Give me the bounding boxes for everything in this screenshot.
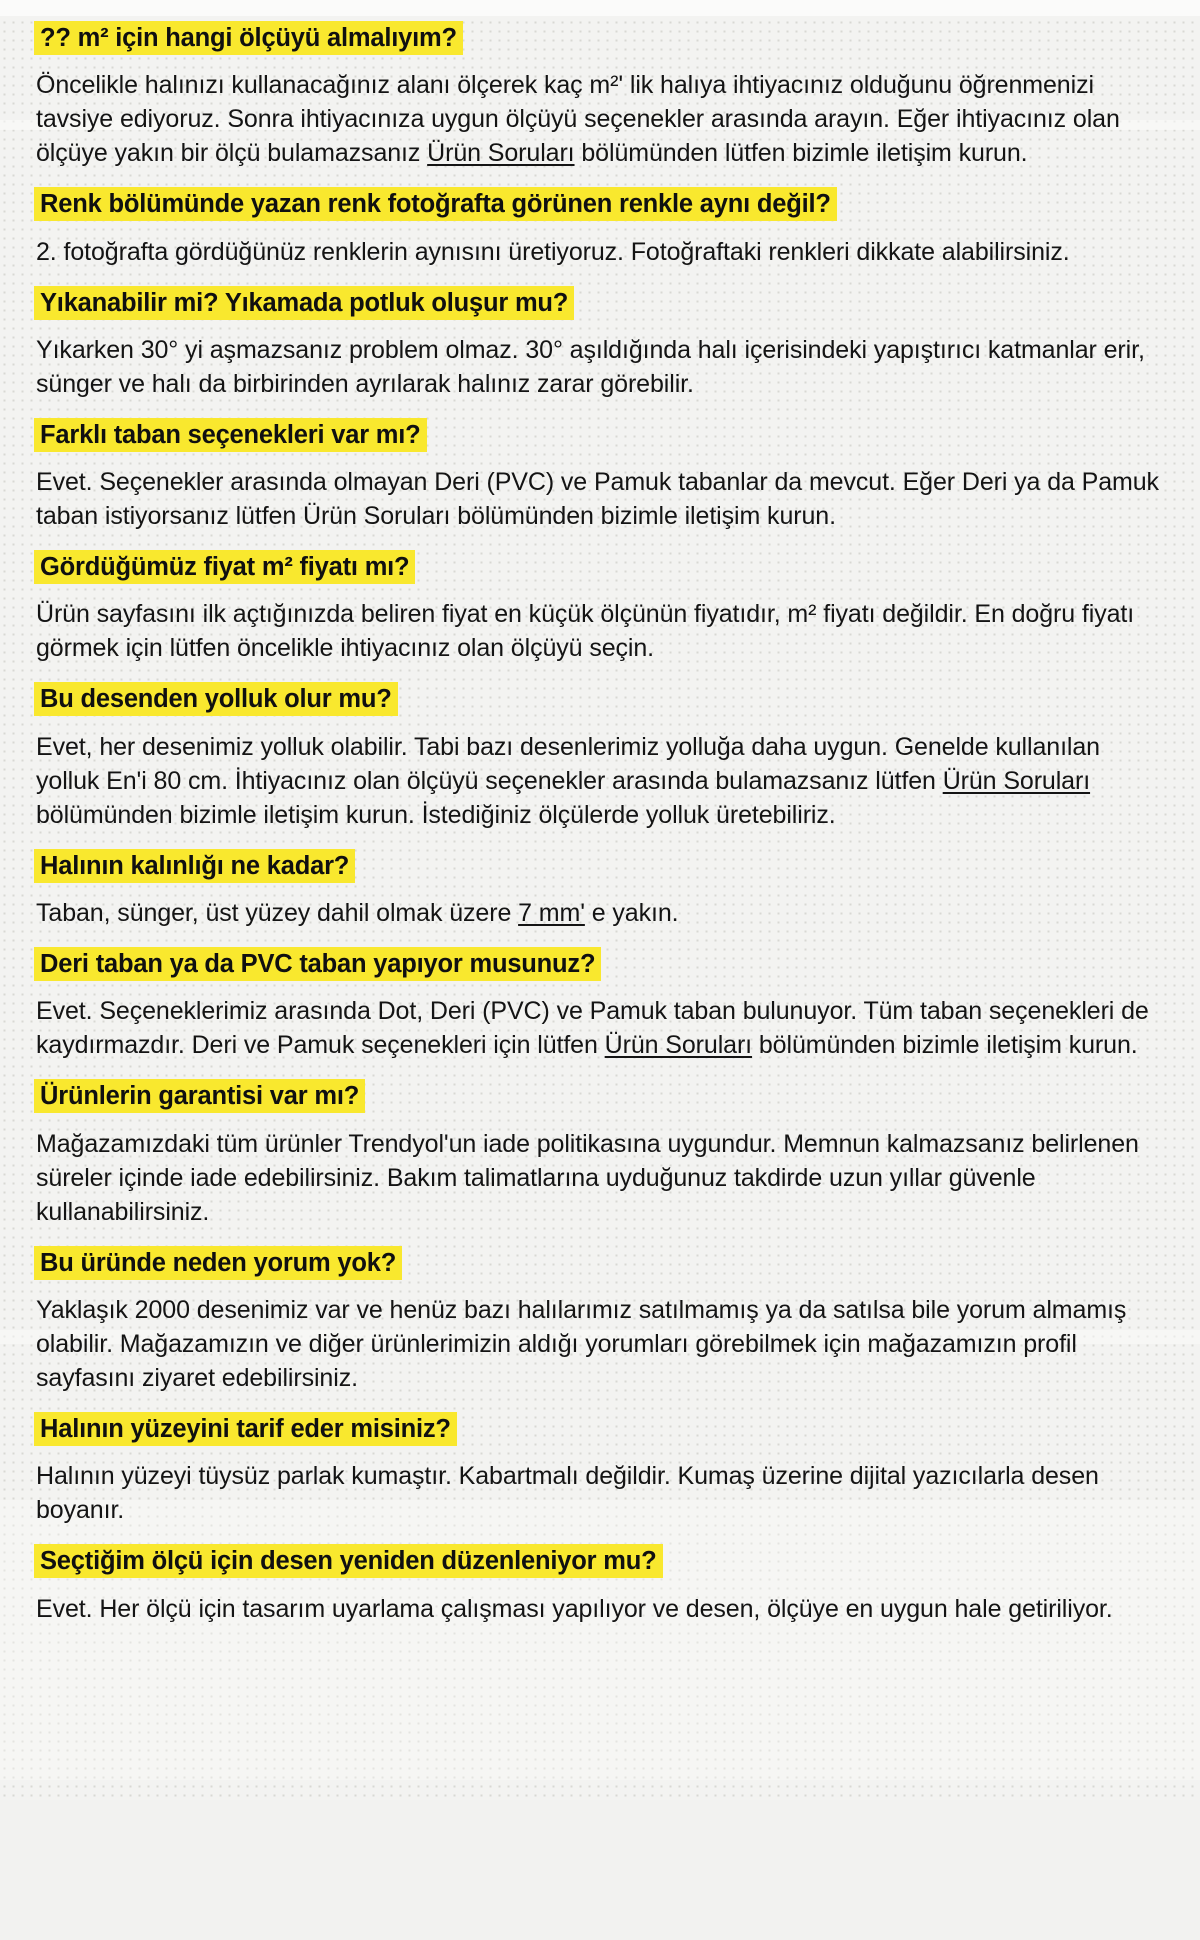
faq-answer: [34, 465, 1166, 533]
faq-question[interactable]: Gördüğümüz fiyat m² fiyatı mı?: [34, 550, 415, 584]
faq-answer-link[interactable]: Ürün Soruları: [427, 139, 575, 168]
faq-answer-text: Halının yüzeyi tüysüz parlak kumaştır. Kabartmalı değildir. Kumaş üzerine dijital yazıcılarla desen boyanır.: [36, 1462, 1099, 1525]
faq-question[interactable]: Farklı taban seçenekleri var mı?: [34, 418, 427, 452]
faq-item: [34, 283, 1166, 401]
faq-question[interactable]: Bu üründe neden yorum yok?: [34, 1246, 402, 1280]
faq-answer: [34, 1459, 1166, 1527]
faq-answer-text: e yakın.: [584, 899, 679, 928]
faq-question-row[interactable]: [34, 846, 1166, 887]
faq-question-row[interactable]: [34, 415, 1166, 456]
faq-answer: [34, 896, 1166, 930]
faq-answer-text: bölümünden bizimle iletişim kurun. İstediğiniz ölçülerde yolluk üretebiliriz.: [36, 800, 836, 829]
faq-question[interactable]: Yıkanabilir mi? Yıkamada potluk oluşur mu?: [34, 286, 574, 320]
faq-answer: [34, 333, 1166, 401]
faq-question-row[interactable]: [34, 547, 1166, 588]
faq-answer: [34, 597, 1166, 665]
faq-answer-text: Evet. Seçenekler arasında olmayan Deri (PVC) ve Pamuk tabanlar da mevcut. Eğer Deri ya da Pamuk taban istiyorsanız lütfen Ürün Soruları bölümünden bizimle iletişim kurun.: [36, 468, 1159, 531]
faq-answer-text: bölümünden lütfen bizimle iletişim kurun.: [574, 139, 1028, 168]
faq-question[interactable]: Bu desenden yolluk olur mu?: [34, 682, 398, 716]
faq-item: [34, 679, 1166, 831]
faq-question[interactable]: ?? m² için hangi ölçüyü almalıyım?: [34, 21, 463, 55]
faq-answer-link[interactable]: Ürün Soruları: [942, 766, 1091, 795]
faq-item: [34, 18, 1166, 170]
faq-answer-text: Evet. Seçeneklerimiz arasında Dot, Deri (PVC) ve Pamuk taban bulunuyor. Tüm taban seçenekleri de kaydırmazdır. Deri ve Pamuk seçenekleri için lütfen: [36, 997, 1149, 1060]
faq-question-row[interactable]: [34, 944, 1166, 985]
faq-question[interactable]: Deri taban ya da PVC taban yapıyor musunuz?: [34, 947, 601, 981]
faq-item: [34, 1243, 1166, 1395]
faq-question-row[interactable]: [34, 1076, 1166, 1117]
faq-answer-text: Öncelikle halınızı kullanacağınız alanı ölçerek kaç m²' lik halıya ihtiyacınız olduğunu öğrenmenizi tavsiye ediyoruz. Sonra ihtiyacınıza uygun ölçüyü seçenekler arasında arayın. Eğer ihtiyacınız olan ölçüye yakın bir ölçü bulamazsanız: [36, 71, 1120, 168]
faq-answer-text: Evet, her desenimiz yolluk olabilir. Tabi bazı desenlerimiz yolluğa daha uygun. Genelde kullanılan yolluk En'i 80 cm. İhtiyacınız olan ölçüyü seçenekler arasında bulamazsanız lütfen: [36, 732, 1100, 795]
faq-answer-text: Yıkarken 30° yi aşmazsanız problem olmaz. 30° aşıldığında halı içerisindeki yapıştırıcı katmanlar erir, sünger ve halı da birbirinden ayrılarak halınız zarar görebilir.: [36, 335, 1145, 398]
faq-answer-text: Yaklaşık 2000 desenimiz var ve henüz bazı halılarımız satılmamış ya da satılsa bile yorum almamış olabilir. Mağazamızın ve diğer ürünlerimizin aldığı yorumları görebilmek için mağazamızın profil sayfasını ziyaret edebilirsiniz.: [36, 1295, 1127, 1392]
faq-question-row[interactable]: [34, 1409, 1166, 1450]
faq-answer-link[interactable]: 7 mm': [518, 899, 585, 928]
faq-item: [34, 547, 1166, 665]
faq-question-row[interactable]: [34, 283, 1166, 324]
faq-question-row[interactable]: [34, 1243, 1166, 1284]
faq-question-row[interactable]: [34, 679, 1166, 720]
faq-answer-text: Mağazamızdaki tüm ürünler Trendyol'un iade politikasına uygundur. Memnun kalmazsanız belirlenen süreler içinde iade edebilirsiniz. Bakım talimatlarına uyduğunuz takdirde uzun yıllar güvenle kullanabilirsiniz.: [36, 1129, 1139, 1226]
faq-item: [34, 184, 1166, 268]
faq-item: [34, 846, 1166, 930]
faq-answer-text: Ürün sayfasını ilk açtığınızda beliren fiyat en küçük ölçünün fiyatıdır, m² fiyatı değildir. En doğru fiyatı görmek için lütfen öncelikle ihtiyacınız olan ölçüyü seçin.: [36, 600, 1135, 663]
faq-question[interactable]: Seçtiğim ölçü için desen yeniden düzenleniyor mu?: [34, 1544, 663, 1578]
faq-answer: [34, 68, 1166, 170]
faq-answer: [34, 235, 1166, 269]
faq-answer-text: 2. fotoğrafta gördüğünüz renklerin aynısını üretiyoruz. Fotoğraftaki renkleri dikkate alabilirsiniz.: [36, 237, 1070, 266]
faq-question-row[interactable]: [34, 184, 1166, 225]
faq-item: [34, 1409, 1166, 1527]
faq-answer: [34, 730, 1166, 832]
faq-answer-text: Evet. Her ölçü için tasarım uyarlama çalışması yapılıyor ve desen, ölçüye en uygun hale getiriliyor.: [36, 1594, 1113, 1623]
faq-item: [34, 415, 1166, 533]
faq-answer-link[interactable]: Ürün Soruları: [604, 1031, 753, 1060]
faq-question-row[interactable]: [34, 18, 1166, 59]
faq-answer: [34, 1592, 1166, 1626]
faq-question[interactable]: Renk bölümünde yazan renk fotoğrafta görünen renkle aynı değil?: [34, 187, 837, 221]
faq-answer: [34, 1127, 1166, 1229]
faq-list: [34, 18, 1166, 1626]
faq-answer: [34, 994, 1166, 1062]
faq-question[interactable]: Halının kalınlığı ne kadar?: [34, 849, 355, 883]
faq-answer: [34, 1293, 1166, 1395]
faq-answer-text: bölümünden bizimle iletişim kurun.: [752, 1031, 1138, 1060]
faq-question[interactable]: Ürünlerin garantisi var mı?: [34, 1079, 365, 1113]
page-bottom-space: [34, 1640, 1166, 1940]
faq-question-row[interactable]: [34, 1541, 1166, 1582]
faq-question[interactable]: Halının yüzeyini tarif eder misiniz?: [34, 1412, 457, 1446]
faq-answer-text: Taban, sünger, üst yüzey dahil olmak üzere: [36, 899, 519, 928]
faq-item: [34, 1076, 1166, 1228]
faq-item: [34, 1541, 1166, 1625]
faq-item: [34, 944, 1166, 1062]
